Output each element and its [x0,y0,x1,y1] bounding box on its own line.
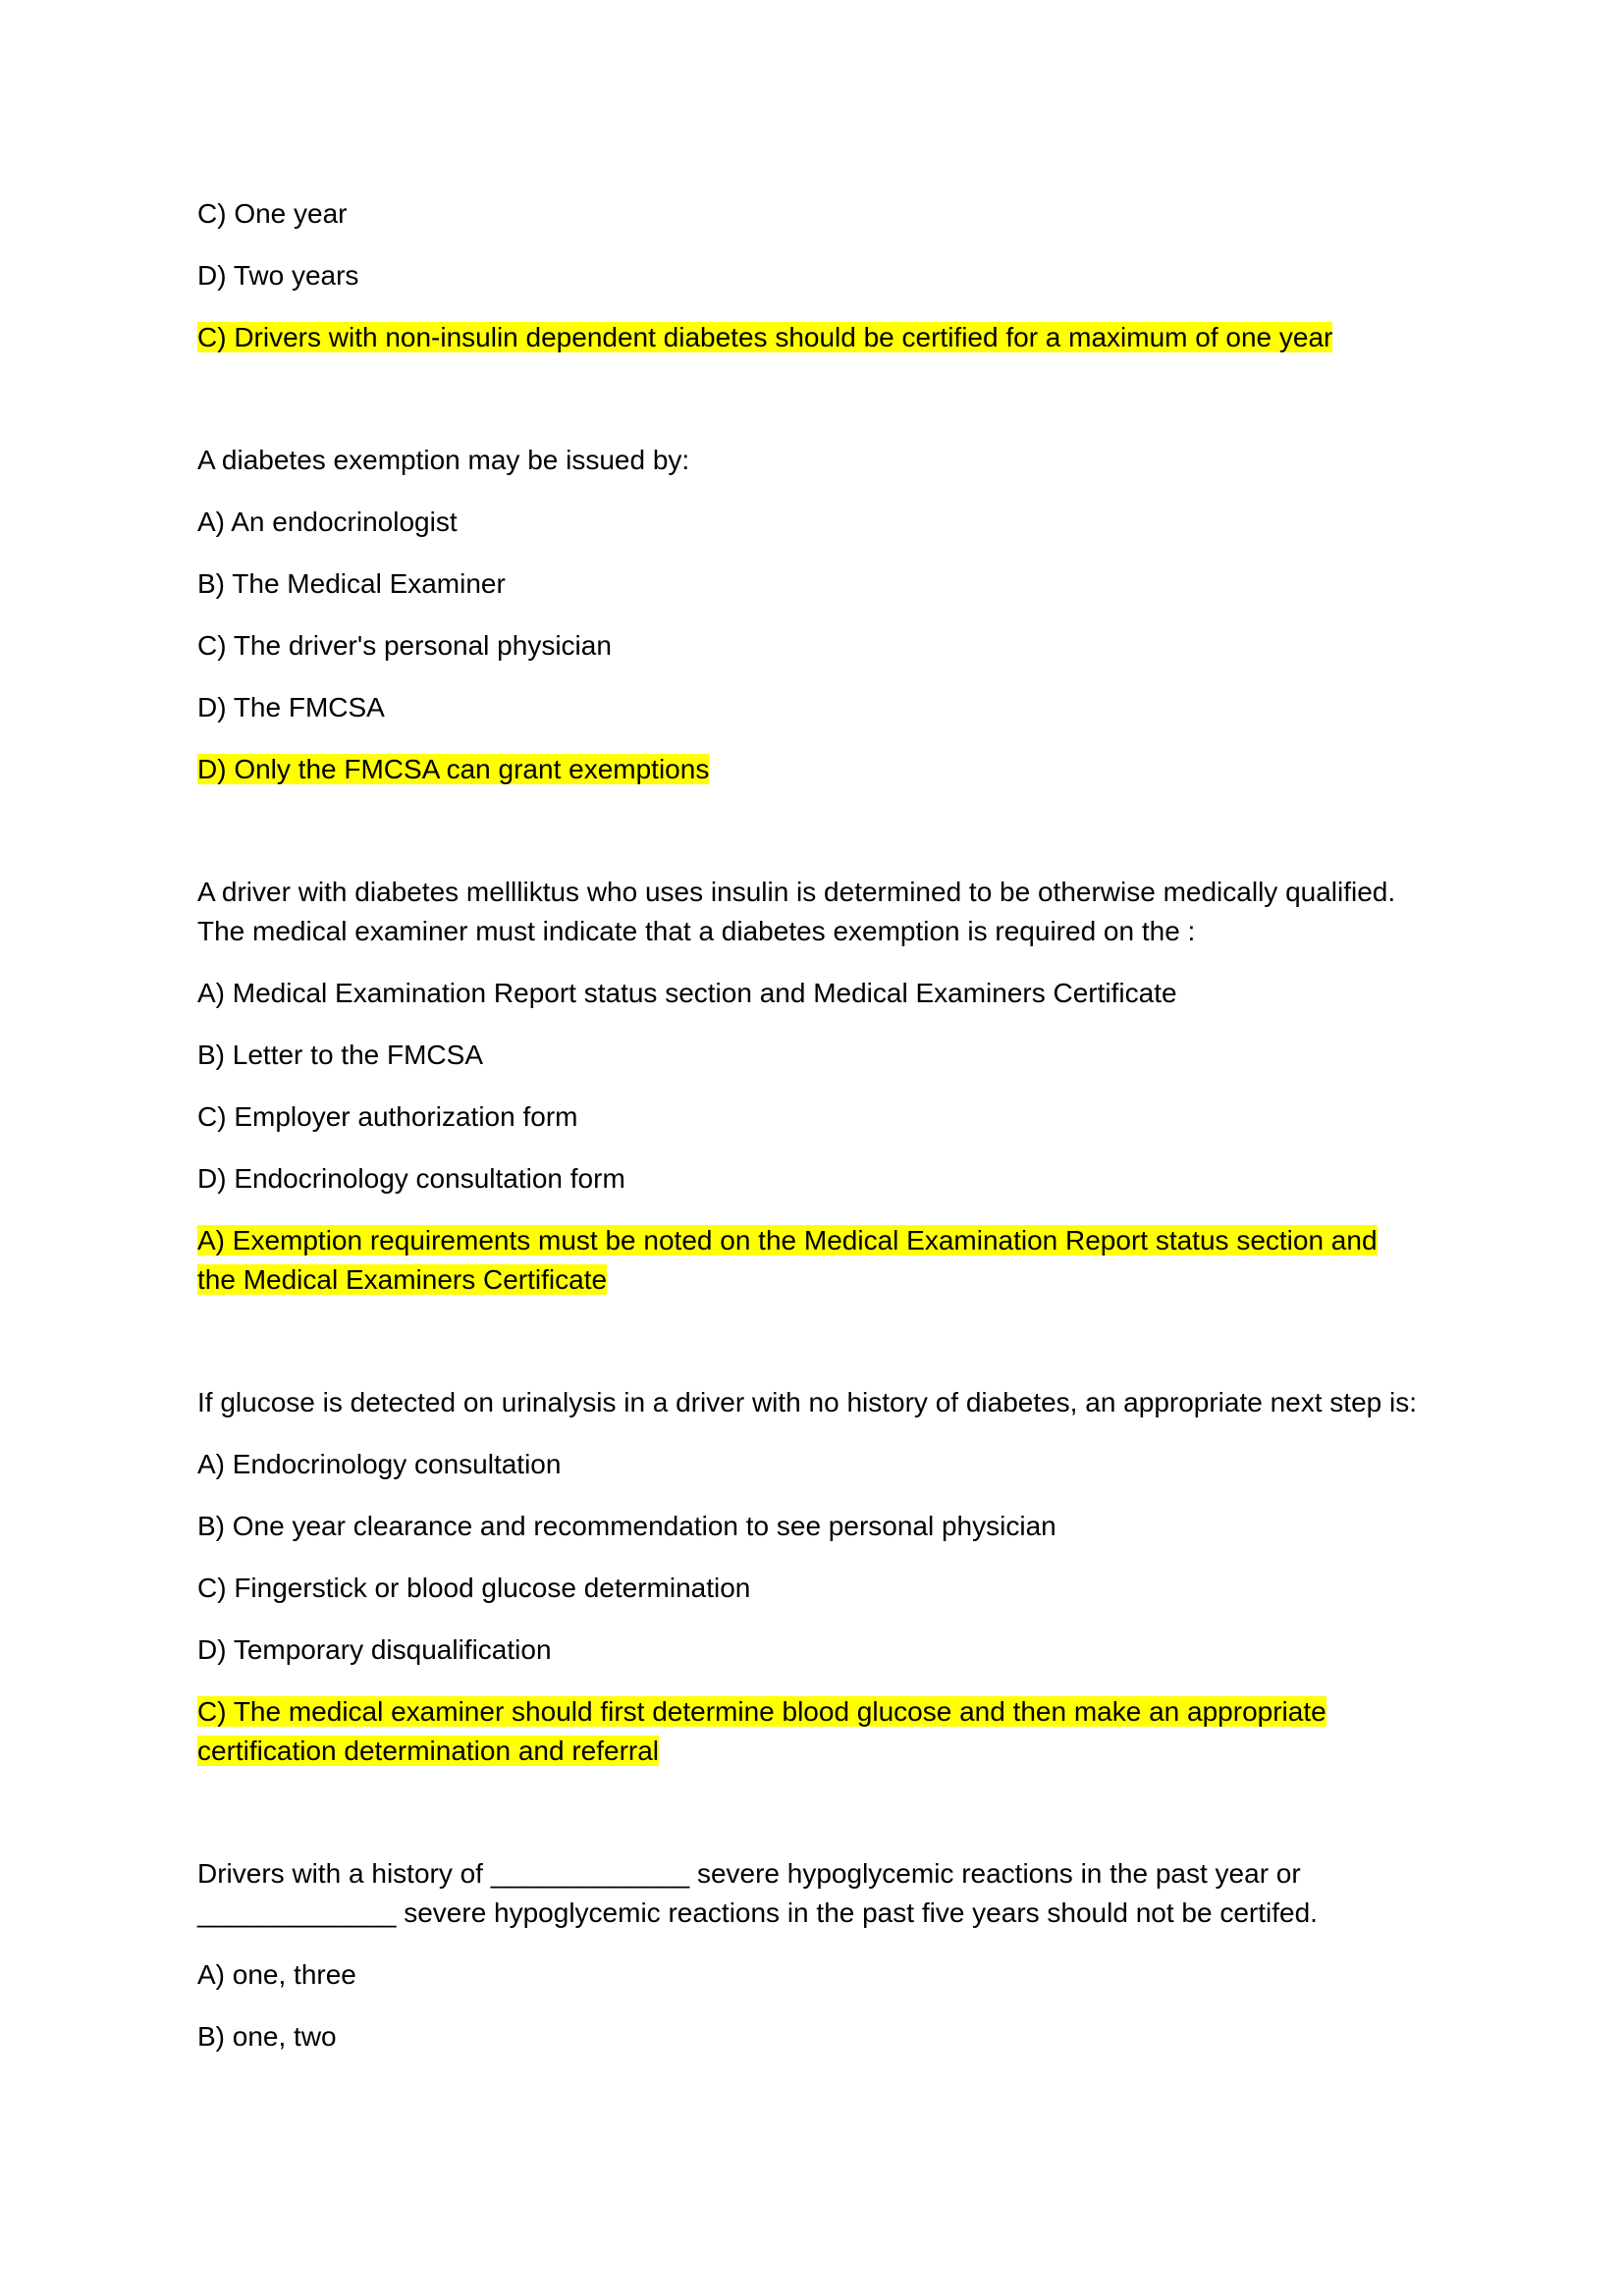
highlighted-answer-line-1: C) The medical examiner should first determine blood glucose and then make an appropriate [197,1696,1326,1727]
option-text: A) one, three [197,1959,356,1990]
question-line-2: _____________ severe hypoglycemic reactions in the past five years should not be certifed. [197,1897,1318,1928]
answer-line [197,318,1444,357]
option-text: C) The driver's personal physician [197,630,612,661]
option-text: A) Medical Examination Report status section and Medical Examiners Certificate [197,978,1177,1008]
option-text: D) Temporary disqualification [197,1634,552,1665]
option-text: D) The FMCSA [197,692,385,722]
option-text: D) Two years [197,260,359,291]
question-line-2: The medical examiner must indicate that a diabetes exemption is required on the : [197,916,1196,946]
highlighted-answer-line-1: A) Exemption requirements must be noted on the Medical Examination Report status section and [197,1225,1378,1255]
spacer [197,380,1444,441]
option-text: C) Employer authorization form [197,1101,578,1132]
question-text [197,873,1444,951]
highlighted-answer: D) Only the FMCSA can grant exemptions [197,754,710,784]
spacer [197,1793,1444,1854]
option-text: C) Fingerstick or blood glucose determination [197,1573,751,1603]
answer-line [197,750,1444,789]
highlighted-answer-line-2: certification determination and referral [197,1735,660,1766]
option-text: B) Letter to the FMCSA [197,1040,483,1070]
document-page [197,194,1444,2079]
answer-line [197,1221,1444,1300]
option-text: C) One year [197,198,348,229]
option-text: B) One year clearance and recommendation to see personal physician [197,1511,1056,1541]
question-line-1: A driver with diabetes mellliktus who uses insulin is determined to be otherwise medically qualified. [197,877,1396,907]
option-text: A) An endocrinologist [197,507,458,537]
option-text: A) Endocrinology consultation [197,1449,562,1479]
highlighted-answer-line-2: the Medical Examiners Certificate [197,1264,608,1295]
question-text: A diabetes exemption may be issued by: [197,445,690,475]
question-text: If glucose is detected on urinalysis in a driver with no history of diabetes, an appropriate next step is: [197,1387,1418,1417]
option-text: D) Endocrinology consultation form [197,1163,625,1194]
highlighted-answer: C) Drivers with non-insulin dependent diabetes should be certified for a maximum of one year [197,322,1333,352]
spacer [197,1322,1444,1383]
spacer [197,812,1444,873]
answer-line [197,1692,1444,1771]
option-text: B) The Medical Examiner [197,568,506,599]
question-text [197,1854,1444,1933]
option-text: B) one, two [197,2021,337,2052]
question-line-1: Drivers with a history of _____________ severe hypoglycemic reactions in the past year or [197,1858,1301,1889]
